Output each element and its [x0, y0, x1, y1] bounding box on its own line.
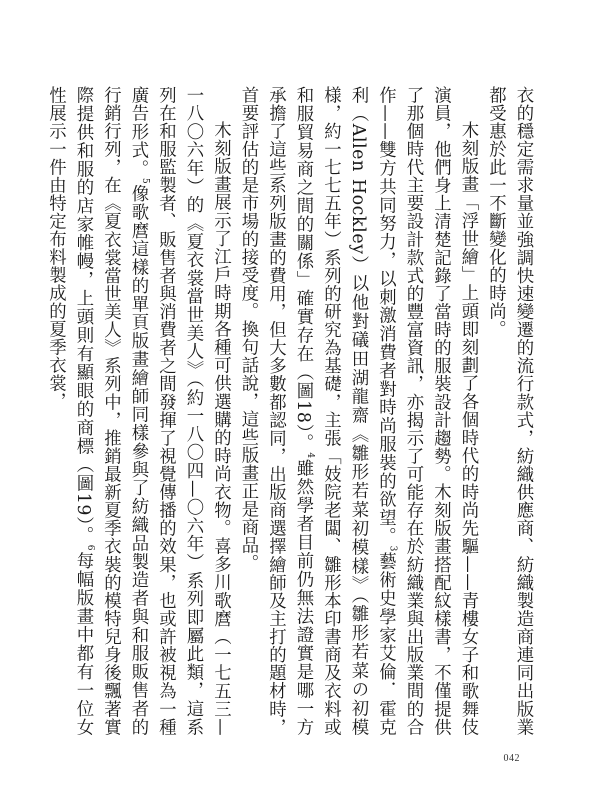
paragraph-3: [41, 86, 234, 736]
footnote-marker: 3: [387, 545, 398, 552]
paragraph-1-text: 衣的穩定需求量並強調快速變遷的流行款式，紡織供應商、紡織製造商連同出版業都受惠於此一不斷變化的時尚。: [485, 86, 533, 736]
paragraph-2-text: 木刻版畫「浮世繪」上頭即刻劃了各個時代的時尚先驅——青樓女子和歌舞伎演員，他們身上清楚記錄了當時的服裝設計趨勢。木刻版畫搭配紋樣書，不僅提供了那個時代主要設計款式的豐富資訊，亦揭示了可能存在於紡織業與出版業間的合作——雙方共同努力，以刺激消費者對時尚服裝的欲望。: [375, 86, 478, 736]
footnote-marker: 5: [139, 177, 150, 185]
paragraph-2: [234, 86, 482, 736]
paragraph-1: [481, 86, 536, 736]
paragraph-2-text-cont2: 雖然學者目前仍無法證實是哪一方承擔了這些系列版畫的費用，但大多數都認同，出版商選擇繪師及主打的題材時，首要評估的是市場的接受度。換句話說，這些版畫正是商品。: [238, 86, 313, 737]
page-number: 042: [503, 753, 520, 764]
footnote-marker: 6: [84, 544, 95, 552]
vertical-text-block: [45, 86, 536, 737]
footnote-marker: 4: [304, 452, 315, 459]
paragraph-3-text-cont: 像歌麿這樣的單頁版畫繪師同樣參與了紡織品製造者與和服販售者的行銷行列，在《夏衣裳當世美人》系列中，推銷最新夏季衣裝的模特兒身後飄著實際提供和服的店家帷幔，上頭則有顯眼的商標（圖19）。: [73, 86, 148, 736]
paragraph-2-text-cont: 藝術史學家艾倫．霍克利（Allen Hockley）以他對礒田湖龍齋《雛形若菜初模樣》（雛形若菜の初模様，約一七七五年）系列的研究為基礎，主張「妓院老闆、雛形本印書商及衣料或和服貿易商之間的關係」確實存在（圖18）。: [293, 86, 396, 737]
paragraph-3-text: 木刻版畫展示了江戶時期各種可供選購的時尚衣物。喜多川歌麿（一七五三—一八〇六年）的《夏衣裳當世美人》（約一八〇四—〇六年）系列即屬此類，這系列在和服監製者、販售者與消費者之間發揮了視覺傳播的效果，也或許被視為一種廣告形式。: [128, 86, 231, 736]
paragraph-3-text-cont2: 每幅版畫中都有一位女性展示一件由特定布料製成的夏季衣裳，: [45, 86, 93, 736]
